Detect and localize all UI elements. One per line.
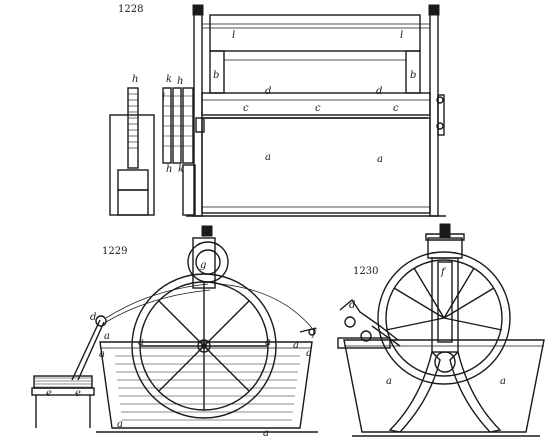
- tank-1228: [202, 118, 430, 213]
- part-label-d: d: [349, 300, 356, 311]
- part-label-a: a: [500, 376, 506, 387]
- figure-number-1229: 1229: [102, 246, 128, 257]
- part-label-a: a: [263, 428, 269, 439]
- part-label-c: c: [243, 103, 249, 114]
- part-label-e: e: [46, 388, 52, 399]
- figure-number-1228: 1228: [118, 4, 144, 15]
- part-label-a: a: [138, 337, 144, 348]
- part-label-d: d: [265, 86, 272, 97]
- part-label-a: a: [99, 349, 105, 360]
- part-label-h: h: [177, 76, 184, 87]
- part-label-h: h: [132, 74, 139, 85]
- part-label-k: k: [166, 74, 173, 85]
- part-label-d: d: [90, 312, 97, 323]
- part-label-k: k: [178, 164, 185, 175]
- right-upright: [430, 14, 438, 216]
- part-label-d: d: [376, 86, 383, 97]
- part-label-g: g: [200, 260, 207, 271]
- part-label-i: i: [162, 92, 166, 103]
- part-label-c: c: [315, 103, 321, 114]
- part-label-a: a: [377, 154, 383, 165]
- part-label-a: a: [293, 340, 299, 351]
- tank-1230: [344, 340, 544, 432]
- part-label-a: a: [306, 348, 312, 359]
- part-label-a: a: [104, 331, 110, 342]
- part-label-f: f: [441, 267, 445, 278]
- part-label-l: l: [400, 30, 404, 41]
- figure-1228: [110, 4, 446, 216]
- tank-1229: [100, 342, 312, 428]
- figure-1230: [338, 224, 544, 436]
- part-label-b: b: [213, 70, 220, 81]
- figure-1229: [32, 226, 318, 439]
- part-label-a: a: [386, 376, 392, 387]
- top-roller: [210, 15, 420, 51]
- part-label-a: a: [265, 337, 271, 348]
- part-label-a: a: [265, 152, 271, 163]
- figure-number-1230: 1230: [353, 266, 379, 277]
- part-label-f: f: [312, 328, 316, 339]
- part-label-a: a: [117, 419, 123, 430]
- part-label-b: b: [410, 70, 417, 81]
- part-label-l: l: [232, 30, 236, 41]
- part-label-c: c: [393, 103, 399, 114]
- part-label-h: h: [166, 164, 173, 175]
- part-label-e: e: [75, 388, 81, 399]
